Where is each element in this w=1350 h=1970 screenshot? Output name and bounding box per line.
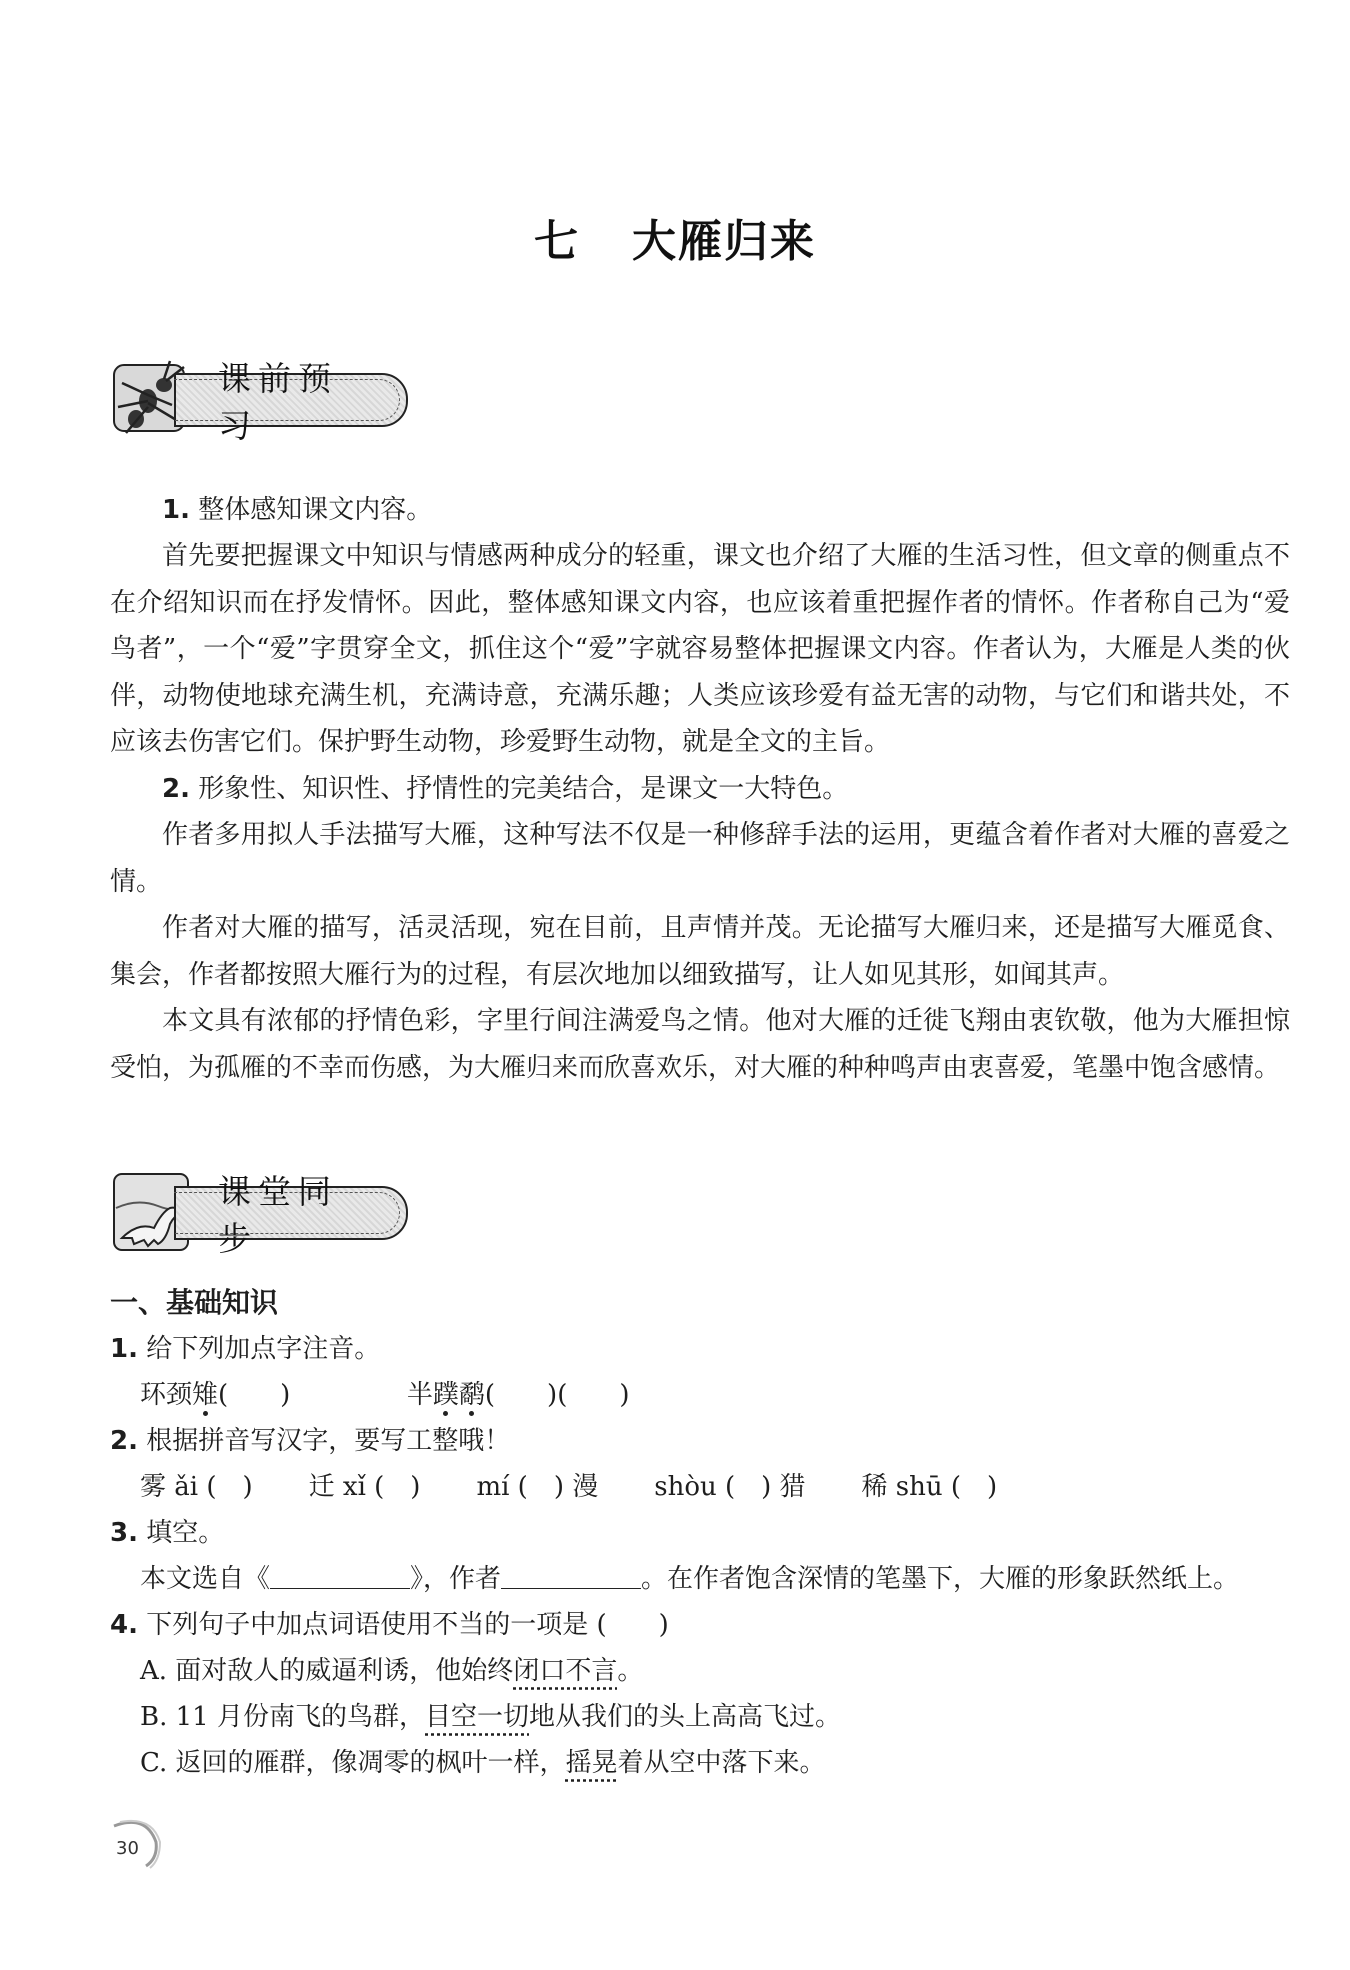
page-number: 30 bbox=[116, 1838, 139, 1859]
pinyin-item[interactable]: shòu ( ) 猎 bbox=[654, 1472, 806, 1502]
section-badge-classroom bbox=[108, 1168, 408, 1260]
preview-paragraph-1: 首先要把握课文中知识与情感两种成分的轻重，课文也介绍了大雁的生活习性，但文章的侧重点不在介绍知识而在抒发情怀。因此，整体感知课文内容，也应该着重把握作者的情怀。作者称自己为“爱鸟者”，一个“爱”字贯穿全文，抓住这个“爱”字就容易整体把握课文内容。作者认为，大雁是人类的伙伴，动物使地球充满生机，充满诗意，充满乐趣；人类应该珍爱有益无害的动物，与它们和谐共处，不应该去伤害它们。保护野生动物，珍爱野生动物，就是全文的主旨。 bbox=[110, 541, 1290, 757]
option-a[interactable]: A. 面对敌人的威逼利诱，他始终闭口不言。 bbox=[140, 1656, 644, 1686]
preview-heading-2: 2. 形象性、知识性、抒情性的完美结合，是课文一大特色。 bbox=[162, 774, 849, 804]
question-3: 3. 填空。 bbox=[110, 1518, 225, 1548]
answer-blank[interactable]: ( ) bbox=[484, 1380, 558, 1410]
fill-blank-author[interactable] bbox=[501, 1564, 641, 1589]
preview-paragraph-2: 作者多用拟人手法描写大雁，这种写法不仅是一种修辞手法的运用，更蕴含着作者对大雁的喜爱之情。 bbox=[110, 820, 1290, 897]
pinyin-item[interactable]: mí ( ) 漫 bbox=[476, 1472, 599, 1502]
answer-blank[interactable]: ( ) bbox=[218, 1380, 291, 1410]
preview-paragraph-3: 作者对大雁的描写，活灵活现，宛在目前，且声情并茂。无论描写大雁归来，还是描写大雁觅食、集会，作者都按照大雁行为的过程，有层次地加以细致描写，让人如见其形，如闻其声。 bbox=[110, 913, 1290, 990]
question-2: 2. 根据拼音写汉字，要写工整哦！ bbox=[110, 1426, 511, 1456]
answer-blank[interactable]: ( ) bbox=[557, 1380, 630, 1410]
pinyin-item[interactable]: 迁 xǐ ( ) bbox=[308, 1472, 421, 1502]
section-badge-preview bbox=[108, 355, 408, 447]
option-c[interactable]: C. 返回的雁群，像凋零的枫叶一样，摇晃着从空中落下来。 bbox=[140, 1748, 826, 1778]
part-heading: 一、基础知识 bbox=[110, 1286, 279, 1319]
preview-paragraph-4: 本文具有浓郁的抒情色彩，字里行间注满爱鸟之情。他对大雁的迁徙飞翔由衷钦敬，他为大雁担惊受怕，为孤雁的不幸而伤感，为大雁归来而欣喜欢乐，对大雁的种种鸣声由衷喜爱，笔墨中饱含感情。 bbox=[110, 1006, 1290, 1083]
option-b[interactable]: B. 11 月份南飞的鸟群，目空一切地从我们的头上高高飞过。 bbox=[140, 1702, 842, 1732]
pinyin-item[interactable]: 稀 shū ( ) bbox=[861, 1472, 998, 1502]
lesson-title bbox=[0, 205, 1350, 269]
question-2-items bbox=[140, 1464, 997, 1510]
section-title-classroom: 课堂同步 bbox=[174, 1186, 408, 1240]
pinyin-item[interactable]: 雾 ǎi ( ) bbox=[140, 1472, 253, 1502]
preview-heading-1: 1. 整体感知课文内容。 bbox=[162, 495, 433, 525]
fill-blank-source[interactable] bbox=[270, 1564, 410, 1589]
section-title-preview: 课前预习 bbox=[174, 373, 408, 427]
lesson-number: 七 bbox=[534, 216, 580, 267]
question-1-items: 环颈雉( ) 半蹼鹬( )( ) bbox=[140, 1380, 630, 1410]
question-1: 1. 给下列加点字注音。 bbox=[110, 1334, 381, 1364]
question-4: 4. 下列句子中加点词语使用不当的一项是 ( ) bbox=[110, 1610, 669, 1640]
question-3-fill: 本文选自《 》，作者 。在作者饱含深情的笔墨下，大雁的形象跃然纸上。 bbox=[140, 1564, 1240, 1594]
lesson-name: 大雁归来 bbox=[632, 216, 816, 267]
